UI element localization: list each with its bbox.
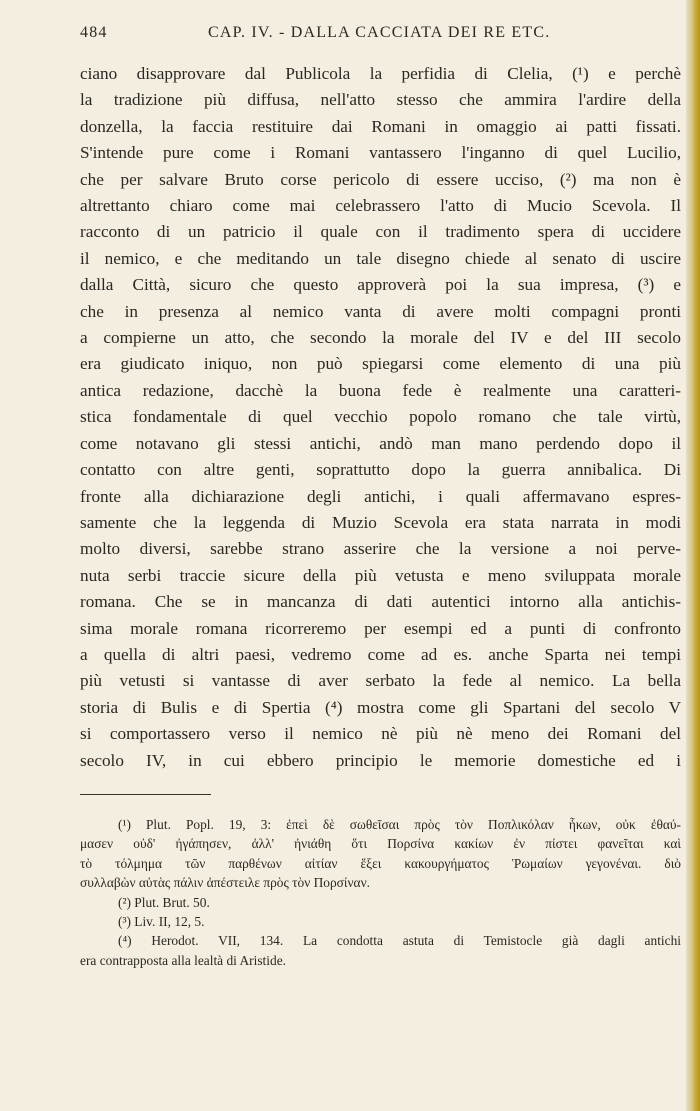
text-line: secolo IV, in cui ebbero principio le memorie domestiche ed i — [80, 750, 681, 770]
text-line: a quella di altri paesi, vedremo come ad es. anche Sparta nei tempi — [80, 644, 681, 664]
text-line: molto diversi, sarebbe strano asserire che la versione a noi perve- — [80, 539, 681, 559]
text-line: la tradizione più diffusa, nell'atto stesso che ammira l'ardire della — [80, 90, 681, 110]
text-line: più vetusti si vantasse di aver serbato la fede al nemico. La bella — [80, 671, 681, 691]
footnote-1-line: μασεν οὐδ' ἠγάπησεν, ἀλλ' ἠνιάθη ὅτι Πορσίνα κακίων ἐν πίστει φανεῖται καὶ — [80, 836, 681, 852]
text-line: S'intende pure come i Romani vantassero l'inganno di quel Lucilio, — [80, 143, 681, 163]
text-line: era giudicato iniquo, non può spiegarsi come elemento di una più — [80, 354, 681, 374]
text-line: altrettanto chiaro come mai celebrassero l'atto di Mucio Scevola. Il — [80, 196, 681, 216]
text-line: contatto con altre genti, soprattutto dopo la guerra annibalica. Di — [80, 460, 681, 480]
text-line: sima morale romana ricorreremo per esempi ed a punti di confronto — [80, 618, 681, 638]
page-edge — [686, 0, 700, 1111]
body-text — [80, 61, 681, 774]
page-number: 484 — [80, 24, 108, 41]
running-head — [80, 24, 680, 48]
footnote-1-line: συλλαβὼν αὐτὰς πάλιν ἀπέστειλε πρὸς τὸν Πορσίναν. — [80, 875, 370, 891]
text-line: si comportassero verso il nemico nè più nè meno dei Romani del — [80, 724, 681, 744]
footnote-2: (²) Plut. Brut. 50. — [118, 894, 210, 910]
footnote-1-line: (¹) Plut. Popl. 19, 3: ἐπεὶ δὲ σωθεῖσαι πρὸς τὸν Ποπλικόλαν ἧκων, οὐκ ἐθαύ- — [118, 817, 681, 832]
footnote-1-line: τὸ τόλμημα τῶν παρθένων αἰτίαν ἕξει κακουργήματος Ῥωμαίων γεγονέναι. διὸ — [80, 855, 681, 871]
text-line: fronte alla dichiarazione degli antichi, i quali affermavano espres- — [80, 486, 681, 506]
text-line: donzella, la faccia restituire dai Romani in omaggio ai patti fissati. — [80, 116, 681, 136]
text-line: ciano disapprovare dal Publicola la perfidia di Clelia, (¹) e perchè — [80, 64, 681, 83]
footnote-4-line: (⁴) Herodot. VII, 134. La condotta astuta di Temistocle già dagli antichi — [118, 933, 681, 949]
text-line: nuta serbi traccie sicure della più vetusta e meno sviluppata morale — [80, 565, 681, 585]
text-line: romana. Che se in mancanza di dati autentici intorno alla antichis- — [80, 592, 681, 612]
footnote-3: (³) Liv. II, 12, 5. — [118, 914, 205, 930]
text-line: che in presenza al nemico vanta di avere molti compagni pronti — [80, 301, 681, 321]
text-line: a compierne un atto, che secondo la morale del IV e del III secolo — [80, 328, 681, 348]
text-line: storia di Bulis e di Spertia (⁴) mostra come gli Spartani del secolo V — [80, 697, 681, 717]
text-line: samente che la leggenda di Muzio Scevola era stata narrata in modi — [80, 512, 681, 532]
text-line: stica fondamentale di quel vecchio popolo romano che tale virtù, — [80, 407, 681, 427]
text-line: dalla Città, sicuro che questo approverà poi la sua impresa, (³) e — [80, 275, 681, 295]
text-line: il nemico, e che meditando un tale disegno chiede al senato di uscire — [80, 248, 681, 268]
text-line: come notavano gli stessi antichi, andò man mano perdendo dopo il — [80, 433, 681, 453]
footnotes — [80, 815, 681, 970]
footnote-separator — [80, 794, 211, 795]
footnote-4-line: era contrapposta alla lealtà di Aristide. — [80, 952, 286, 968]
text-line: antica redazione, dacchè la buona fede è realmente una caratteri- — [80, 380, 681, 400]
text-line: che per salvare Bruto corse pericolo di essere ucciso, (²) ma non è — [80, 169, 681, 189]
chapter-title: CAP. IV. - DALLA CACCIATA DEI RE ETC. — [208, 24, 551, 41]
text-line: racconto di un patricio il quale con il tradimento spera di uccidere — [80, 222, 681, 242]
